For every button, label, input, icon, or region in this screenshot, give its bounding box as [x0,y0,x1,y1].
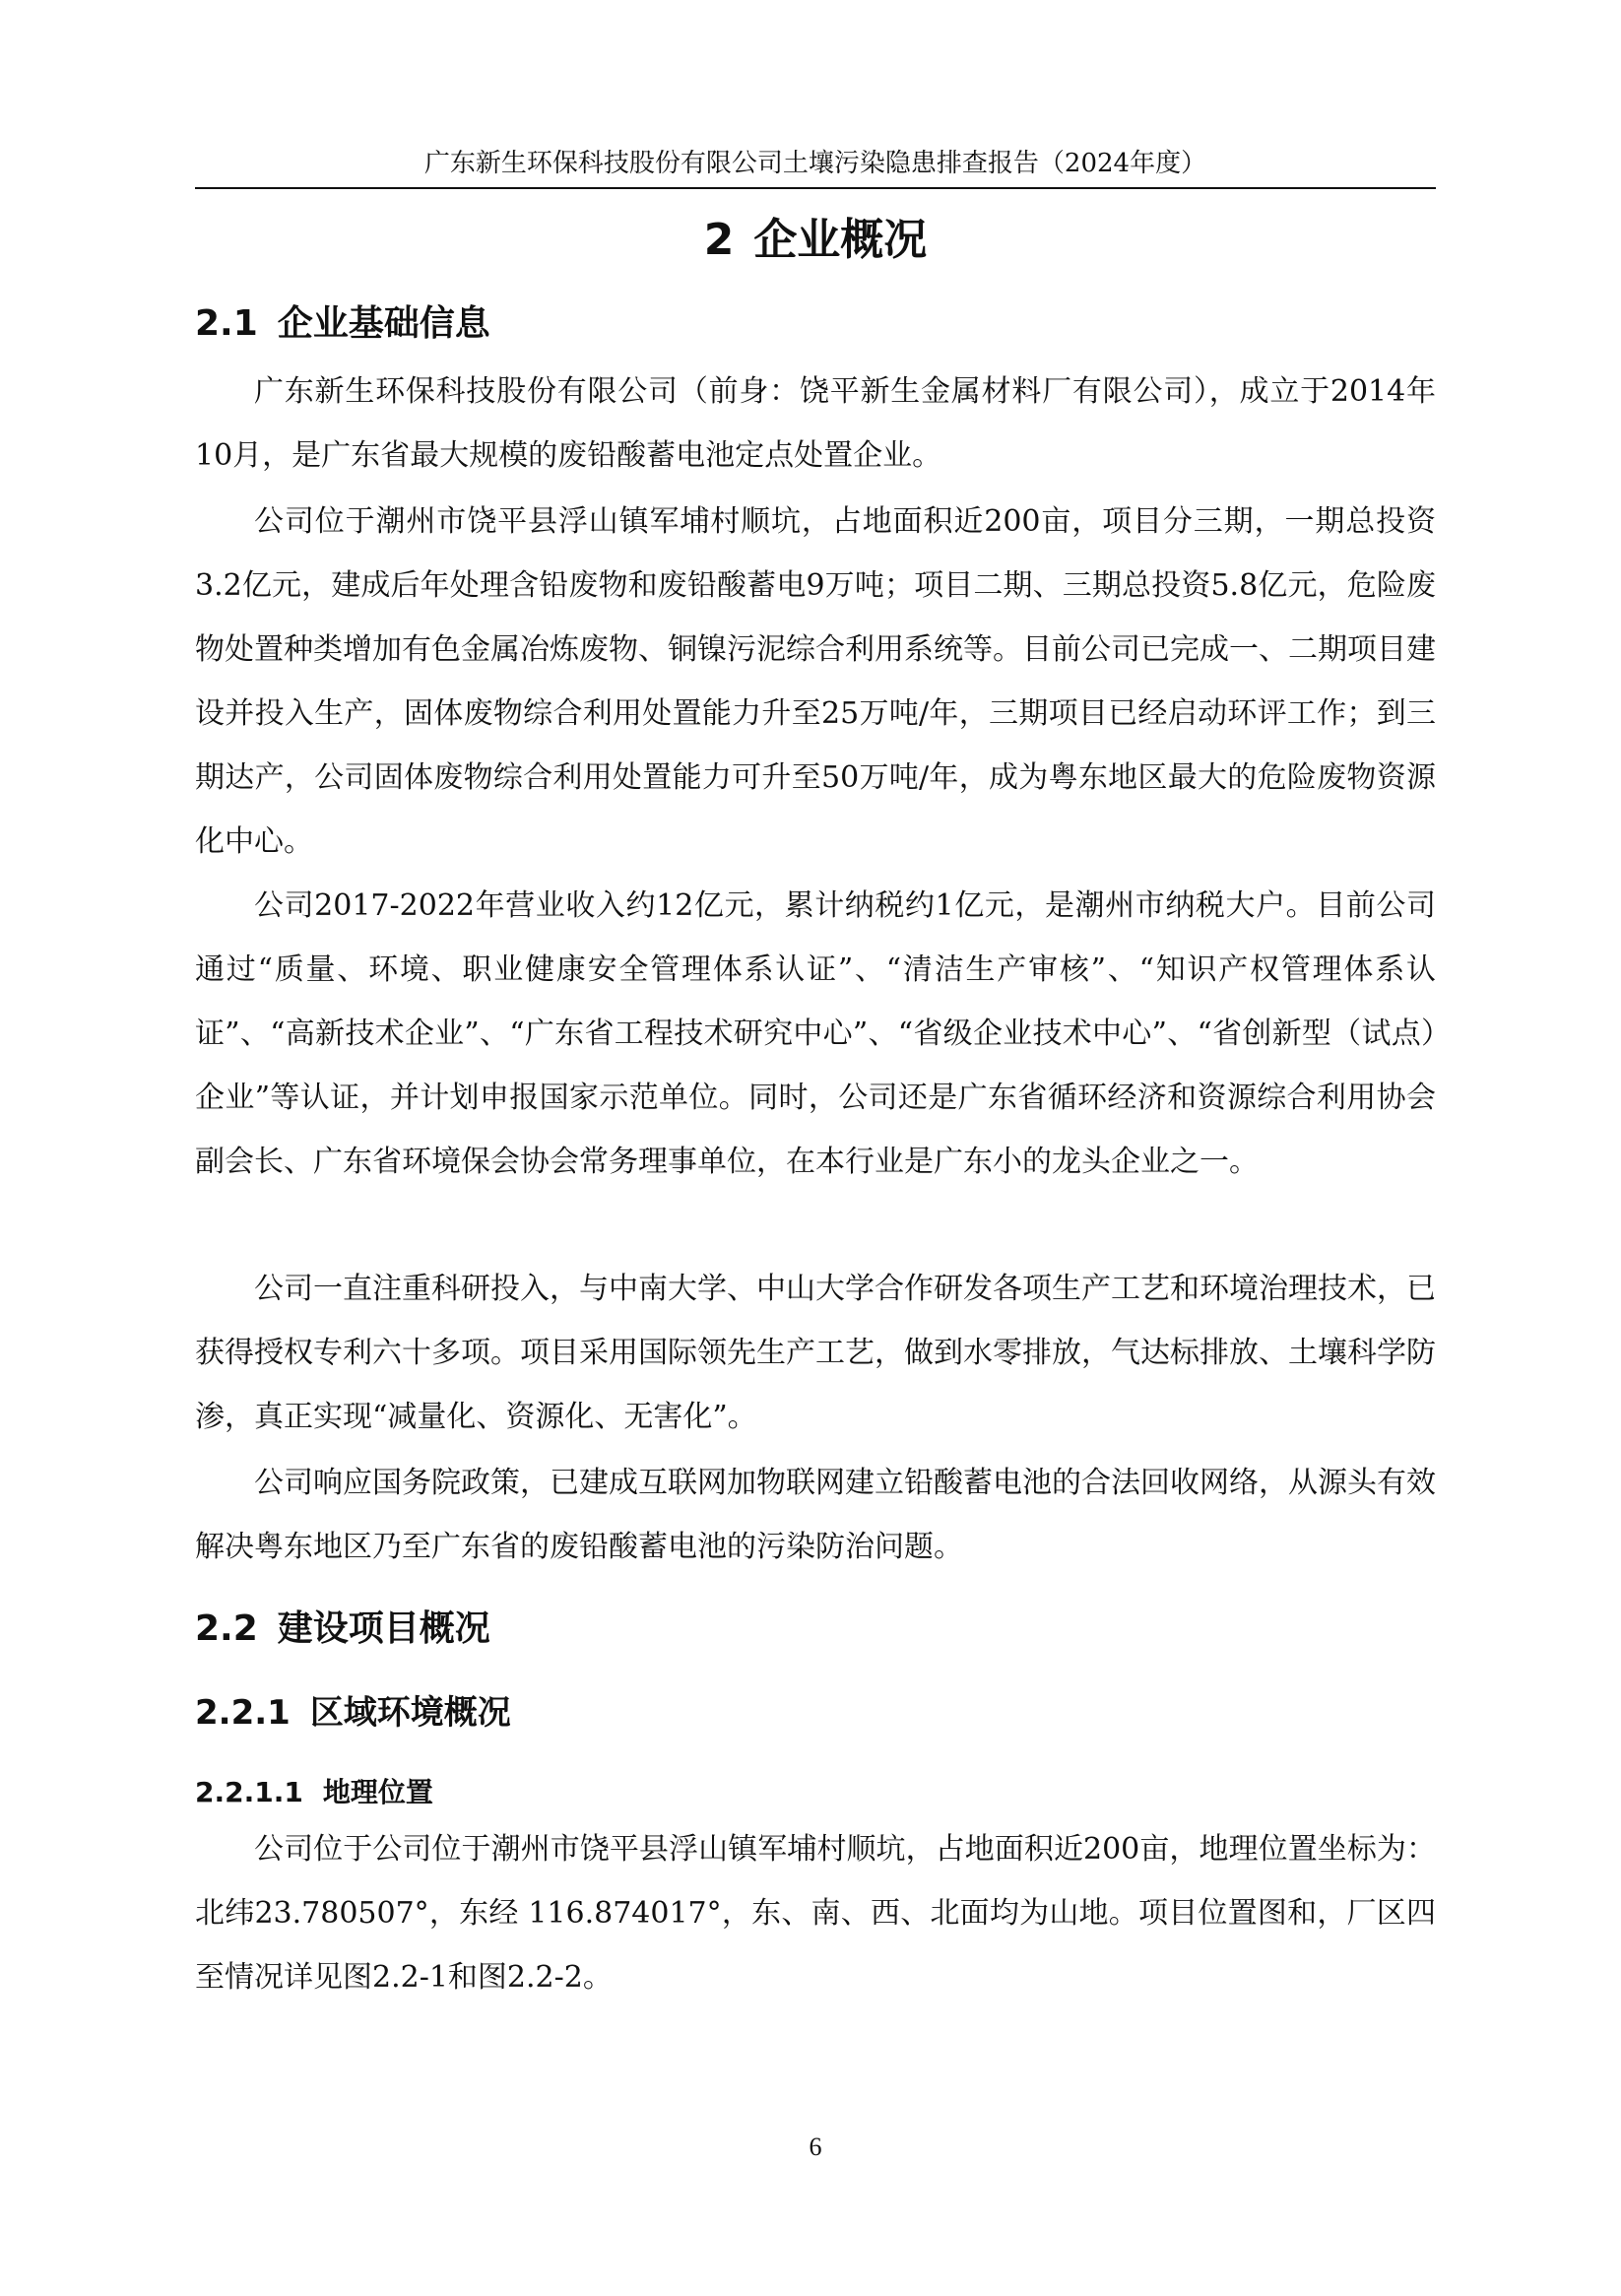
section-title: 地理位置 [322,1776,433,1808]
paragraph-company-revenue: 公司2017-2022年营业收入约12亿元，累计纳税约1亿元，是潮州市纳税大户。目前公司通过“质量、环境、职业健康安全管理体系认证”、“清洁生产审核”、“知识产权管理体系认证”、“高新技术企业”、“广东省工程技术研究中心”、“省级企业技术中心”、“省创新型（试点）企业”等认证，并计划申报国家示范单位。同时，公司还是广东省循环经济和资源综合利用协会副会长、广东省环境保会协会常务理事单位，在本行业是广东小的龙头企业之一。 [195,888,1436,1179]
section-title: 企业基础信息 [277,303,490,344]
section-title: 区域环境概况 [309,1693,511,1733]
section-title: 建设项目概况 [277,1608,490,1649]
paragraph-company-location: 公司位于潮州市饶平县浮山镇军埔村顺坑，占地面积近200亩，项目分三期，一期总投资3.2亿元，建成后年处理含铅废物和废铅酸蓄电9万吨；项目二期、三期总投资5.8亿元，危险废物处置种类增加有色金属冶炼废物、铜镍污泥综合利用系统等。目前公司已完成一、二期项目建设并投入生产，固体废物综合利用处置能力升至25万吨/年，三期项目已经启动环评工作；到三期达产，公司固体废物综合利用处置能力可升至50万吨/年，成为粤东地区最大的危险废物资源化中心。 [195,504,1436,859]
paragraph-company-research: 公司一直注重科研投入，与中南大学、中山大学合作研发各项生产工艺和环境治理技术，已获得授权专利六十多项。项目采用国际领先生产工艺，做到水零排放，气达标排放、土壤科学防渗，真正实现“减量化、资源化、无害化”。 [195,1272,1436,1434]
paragraph-geographic-location: 公司位于公司位于潮州市饶平县浮山镇军埔村顺坑，占地面积近200亩，地理位置坐标为：北纬23.780507°，东经 116.874017°，东、南、西、北面均为山地。项目位置图和，厂区四至情况详见图2.2-1和图2.2-2。 [195,1832,1436,1995]
chapter-title [195,211,1436,270]
section-number: 2.2 [195,1608,258,1649]
paragraph-company-founding: 广东新生环保科技股份有限公司（前身：饶平新生金属材料厂有限公司），成立于2014年10月，是广东省最大规模的废铅酸蓄电池定点处置企业。 [195,374,1436,473]
paragraph-company-recycling: 公司响应国务院政策，已建成互联网加物联网建立铅酸蓄电池的合法回收网络，从源头有效解决粤东地区乃至广东省的废铅酸蓄电池的污染防治问题。 [195,1466,1436,1564]
section-heading-2-1 [195,299,490,349]
section-heading-2-2-1 [195,1689,511,1737]
running-header: 广东新生环保科技股份有限公司土壤污染隐患排查报告（2024年度） [423,149,1207,178]
section-heading-2-2-1-1 [195,1773,433,1812]
section-number: 2.1 [195,303,258,344]
chapter-title-text: 企业概况 [753,215,928,265]
page-number: 6 [809,2132,822,2161]
chapter-number: 2 [703,215,735,265]
section-heading-2-2 [195,1605,490,1654]
header-rule [195,187,1436,189]
section-number: 2.2.1 [195,1693,291,1733]
section-number: 2.2.1.1 [195,1776,303,1808]
